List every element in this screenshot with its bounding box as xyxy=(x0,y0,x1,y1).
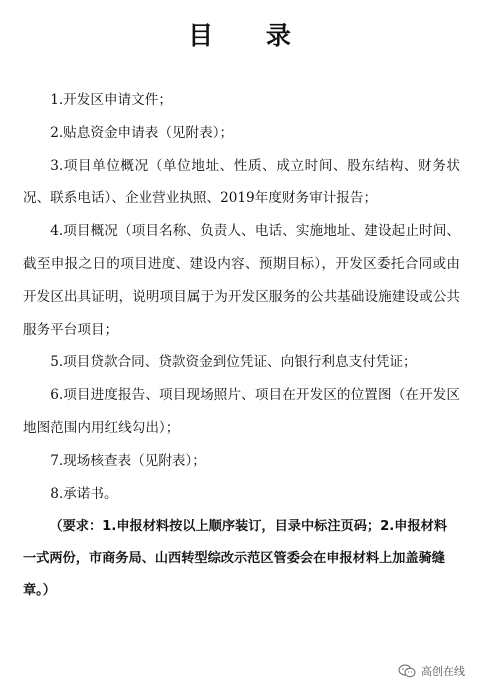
list-item: 3.项目单位概况（单位地址、性质、成立时间、股东结构、财务状况、联系电话）、企业营业执照、2019年度财务审计报告； xyxy=(23,157,460,207)
document-content xyxy=(23,84,460,607)
list-item: 6.项目进度报告、项目现场照片、项目在开发区的位置图（在开发区地图范围内用红线勾出）； xyxy=(23,387,460,436)
list-item: 5.项目贷款合同、贷款资金到位凭证、向银行利息支付凭证； xyxy=(50,354,417,371)
list-item: 1.开发区申请文件； xyxy=(50,92,172,108)
list-item: 8.承诺书。 xyxy=(50,485,118,502)
list-item: 2.贴息资金申请表（见附表）； xyxy=(50,124,234,141)
list-item: 4.项目概况（项目名称、负责人、电话、实施地址、建设起止时间、截至申报之日的项目进度、建设内容、预期目标），开发区委托合同或由开发区出具证明，说明项目属于为开发区服务的公共基础设施建设或公共服务平台项目； xyxy=(23,223,460,338)
watermark-text: 高创在线 xyxy=(421,665,465,678)
list-item: 7.现场核查表（见附表）； xyxy=(50,452,206,469)
watermark xyxy=(398,663,465,679)
requirements-note: （要求：1.申报材料按以上顺序装订，目录中标注页码；2.申报材料一式两份，市商务局、山西转型综改示范区管委会在申报材料上加盖骑缝章。） xyxy=(23,519,448,599)
page-title: 目 录 xyxy=(188,21,313,50)
wechat-icon xyxy=(398,664,416,678)
